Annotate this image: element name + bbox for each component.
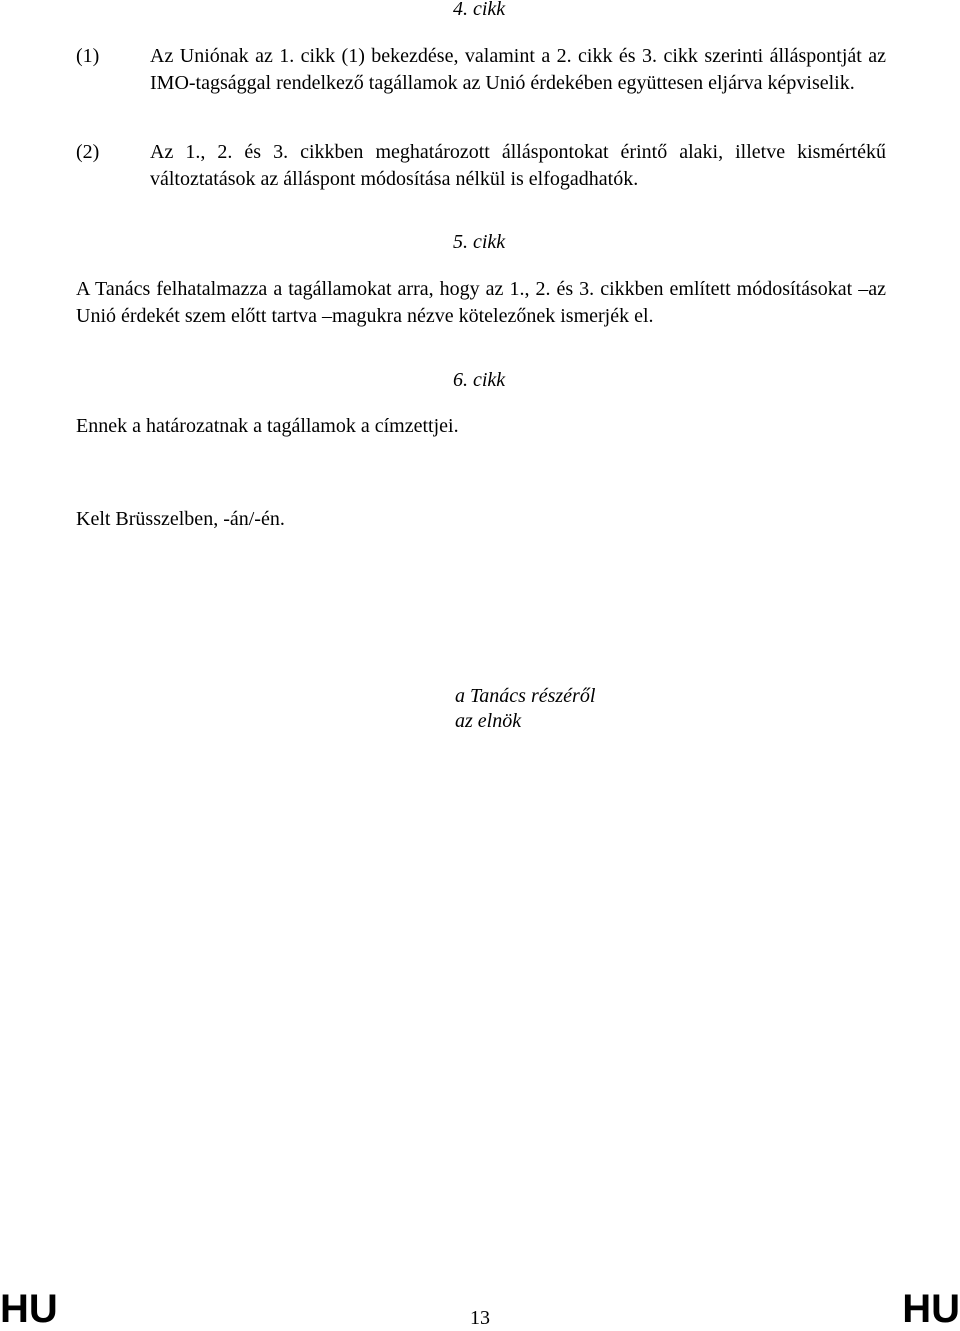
paragraph-1-text: Az Uniónak az 1. cikk (1) bekezdése, valamint a 2. cikk és 3. cikk szerinti álláspontját az IMO-tagsággal rendelkező tagállamok az Unió érdekében együttesen eljárva képviselik. (150, 45, 886, 94)
article-4-heading: 4. cikk (453, 0, 506, 20)
paragraph-1-number: (1) (76, 45, 100, 67)
paragraph-2-number: (2) (76, 141, 100, 163)
article-5-text: A Tanács felhatalmazza a tagállamokat arra, hogy az 1., 2. és 3. cikkben említett módosításokat ‒az Unió érdekét szem előtt tartva ‒magukra nézve kötelezőnek ismerjék el. (76, 278, 886, 327)
article-6-text: Ennek a határozatnak a tagállamok a címzettjei. (76, 415, 459, 437)
place-and-date: Kelt Brüsszelben, -án/-én. (76, 508, 285, 530)
language-code-left: HU (0, 1287, 58, 1331)
paragraph-2-text: Az 1., 2. és 3. cikkben meghatározott álláspontokat érintő alaki, illetve kismértékű változtatások az álláspont módosítása nélkül is elfogadhatók. (150, 141, 886, 190)
article-6-heading: 6. cikk (453, 369, 506, 391)
signature-line-1: a Tanács részéről (455, 685, 596, 707)
signature-line-2: az elnök (455, 710, 522, 732)
article-5-heading: 5. cikk (453, 231, 506, 253)
page-number: 13 (470, 1307, 490, 1329)
language-code-right: HU (902, 1287, 960, 1331)
